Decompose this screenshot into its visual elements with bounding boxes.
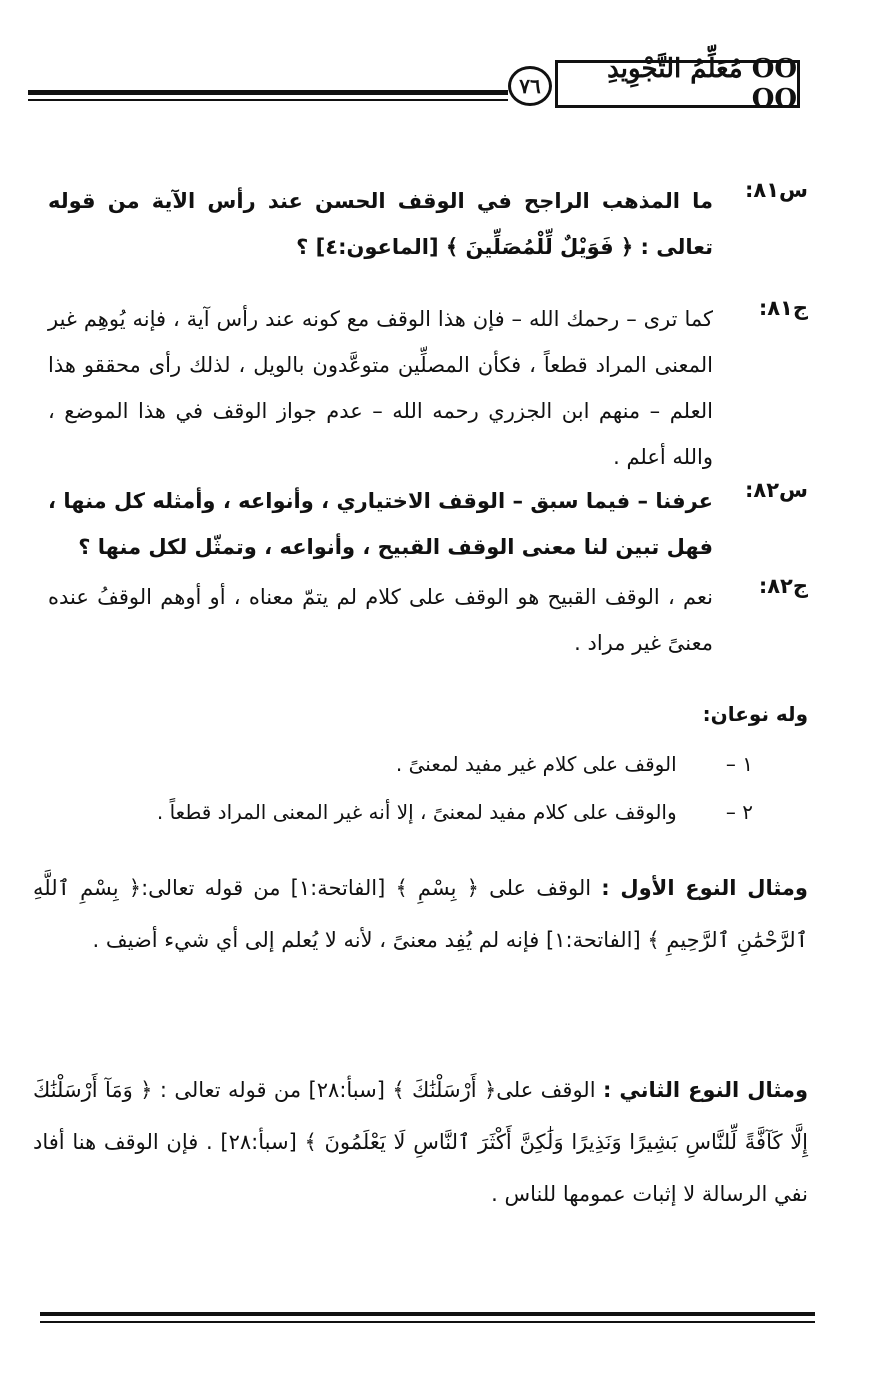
list-item [157, 800, 753, 824]
footer-rule-thin [40, 1321, 815, 1323]
header-rule-thin [28, 99, 508, 101]
types-heading: وله نوعان: [702, 702, 808, 726]
question-label: س٨٢: [744, 478, 808, 502]
question-82 [48, 478, 808, 570]
example-type-2 [33, 1064, 808, 1220]
question-text: ما المذهب الراجح في الوقف الحسن عند رأس الآية من قوله تعالى : ﴿ فَوَيْلٌ لِّلْمُصَلِّينَ ﴾ [الماعون:٤] ؟ [48, 189, 713, 259]
question-label: س٨١: [744, 178, 808, 202]
answer-82 [48, 574, 808, 666]
running-header: OO مُعَلِّمُ التَّجْوِيدِ OO [555, 60, 800, 108]
example-text: الوقف على﴿ أَرْسَلْنَٰكَ ﴾ [سبأ:٢٨] من قوله تعالى : ﴿ وَمَآ أَرْسَلْنَٰكَ إِلَّا كَآفَّةً لِّلنَّاسِ بَشِيرًا وَنَذِيرًا وَلَٰكِنَّ أَكْثَرَ ٱلنَّاسِ لَا يَعْلَمُونَ ﴾ [سبأ:٢٨] . فإن الوقف هنا أفاد نفي الرسالة لا إثبات عمومها للناس . [33, 1078, 809, 1206]
example-type-1 [33, 862, 808, 966]
footer-rule [40, 1312, 815, 1316]
list-number: ١ – [725, 752, 753, 776]
list-text: والوقف على كلام مفيد لمعنىً ، إلا أنه غير المعنى المراد قطعاً . [156, 800, 677, 824]
answer-label: ج٨٢: [758, 574, 808, 598]
answer-text: كما ترى – رحمك الله – فإن هذا الوقف مع كونه عند رأس آية ، فإنه يُوهِم غير المعنى المراد قطعاً ، فكأن المصلِّين متوعَّدون بالويل ، لذلك رأى محققو هذا العلم – منهم ابن الجزري رحمه الله – عدم جواز الوقف في هذا الموضع ، والله أعلم . [48, 307, 713, 469]
page-number: ٧٦ [508, 66, 552, 106]
answer-81 [48, 296, 808, 480]
list-text: الوقف على كلام غير مفيد لمعنىً . [395, 752, 677, 776]
example-lead: ومثال النوع الأول : [601, 876, 808, 900]
question-81 [48, 178, 808, 270]
list-number: ٢ – [725, 800, 753, 824]
example-text: الوقف على ﴿ بِسْمِ ﴾ [الفاتحة:١] من قوله تعالى:﴿ بِسْمِ ٱللَّهِ ٱلرَّحْمَٰنِ ٱلرَّحِيمِ ﴾ [الفاتحة:١] فإنه لم يُفِد معنىً ، لأنه لا يُعلم إلى أي شيء أضيف . [33, 876, 808, 952]
answer-text: نعم ، الوقف القبيح هو الوقف على كلام لم يتمّ معناه ، أو أوهم الوقفُ عنده معنىً غير مراد . [48, 585, 713, 655]
list-item [396, 752, 753, 776]
answer-label: ج٨١: [758, 296, 808, 320]
example-lead: ومثال النوع الثاني : [602, 1078, 809, 1102]
question-text: عرفنا – فيما سبق – الوقف الاختياري ، وأنواعه ، وأمثله كل منها ، فهل تبين لنا معنى الوقف القبيح ، وأنواعه ، وتمثّل لكل منها ؟ [48, 489, 713, 559]
header-rule [28, 90, 508, 95]
